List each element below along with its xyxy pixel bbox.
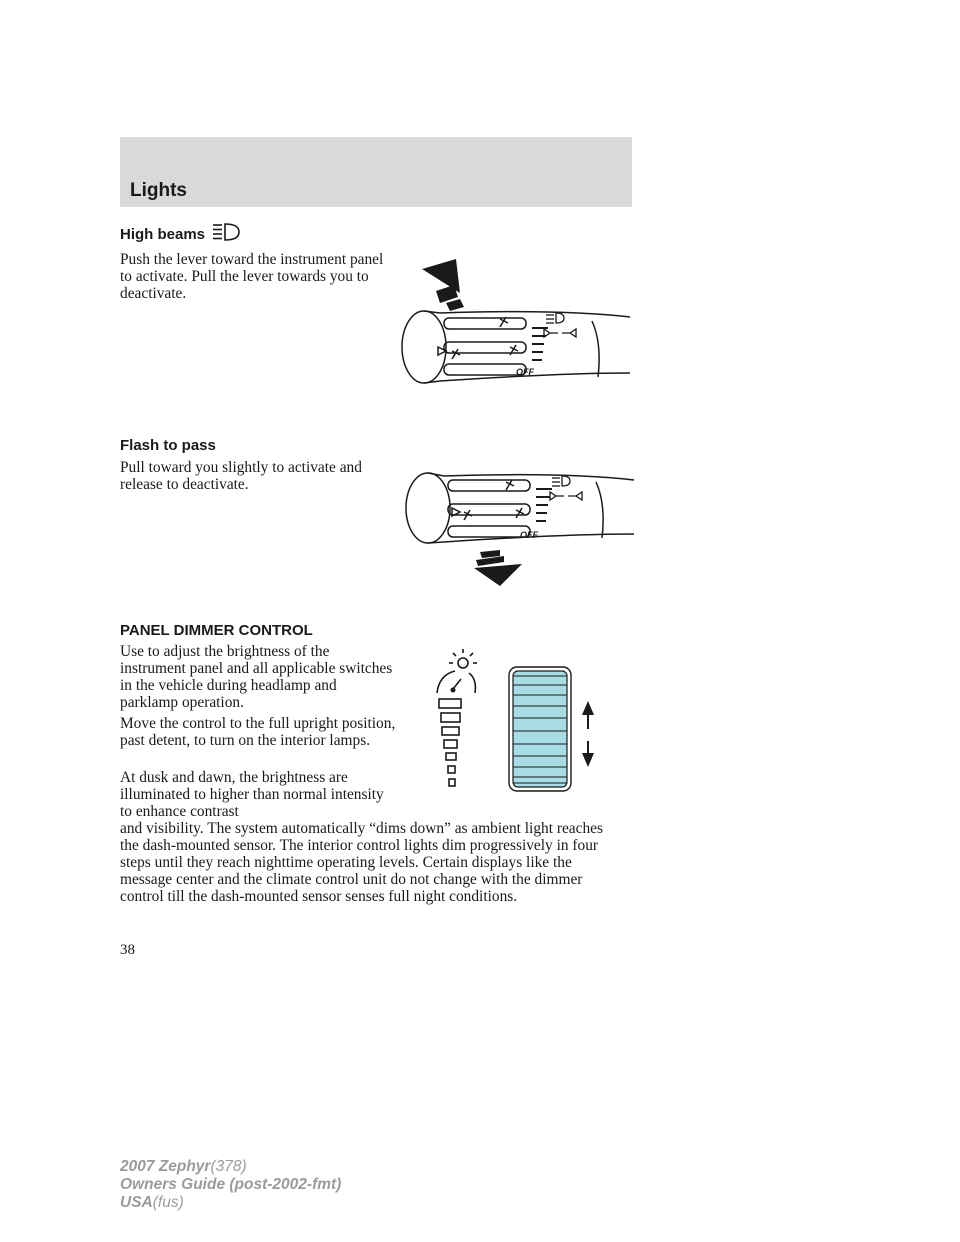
panel-dimmer-paragraph-1: Use to adjust the brightness of the instrument panel and all applicable switches in the vehicle during headlamp and parklamp operation.	[120, 643, 393, 711]
flash-to-pass-body: Pull toward you slightly to activate and release to deactivate.	[120, 459, 362, 493]
footer-guide: Owners Guide (post-2002-fmt)	[120, 1176, 342, 1193]
push-arrow-icon	[422, 259, 464, 311]
flash-to-pass-heading: Flash to pass	[120, 437, 216, 454]
lever-off-label: OFF	[520, 530, 538, 540]
panel-dimmer-figure	[425, 645, 595, 795]
page-number: 38	[120, 942, 135, 958]
high-beam-icon	[211, 222, 241, 242]
lever-off-label: OFF	[516, 367, 534, 377]
pull-arrow-icon	[474, 550, 522, 586]
panel-dimmer-heading: PANEL DIMMER CONTROL	[120, 622, 313, 639]
section-header-band	[120, 137, 632, 207]
document-footer	[120, 1158, 341, 1212]
dimmer-brightness-icon	[437, 649, 477, 693]
high-beams-heading	[120, 222, 241, 243]
footer-market: USA	[120, 1194, 153, 1211]
footer-model-code: (378)	[210, 1158, 247, 1175]
section-title: Lights	[130, 180, 187, 201]
high-beams-heading-text: High beams	[120, 226, 206, 243]
high-beams-body: Push the lever toward the instrument panel to activate. Pull the lever towards you to deactivate.	[120, 251, 384, 302]
footer-market-code: (fus)	[152, 1194, 184, 1211]
flash-to-pass-lever-figure	[404, 468, 640, 588]
panel-dimmer-paragraph-3-part-2: and visibility. The system automatically “dims down” as ambient light reaches the dash-mounted sensor. The interior control lights dim progressively in four steps until they reach nighttime operating levels. Certain displays like the message center and the climate control unit do not change with the dimmer control till the dash-mounted sensor senses full night conditions.	[120, 820, 603, 905]
footer-model: 2007 Zephyr	[120, 1158, 211, 1175]
high-beams-lever-figure	[400, 255, 640, 390]
panel-dimmer-paragraph-3-part-1: At dusk and dawn, the brightness are illuminated to higher than normal intensity to enhance contrast	[120, 769, 384, 820]
dimmer-thumbwheel	[509, 667, 571, 791]
up-down-arrow-icon	[582, 701, 594, 767]
panel-dimmer-paragraph-2: Move the control to the full upright position, past detent, to turn on the interior lamps.	[120, 715, 396, 749]
